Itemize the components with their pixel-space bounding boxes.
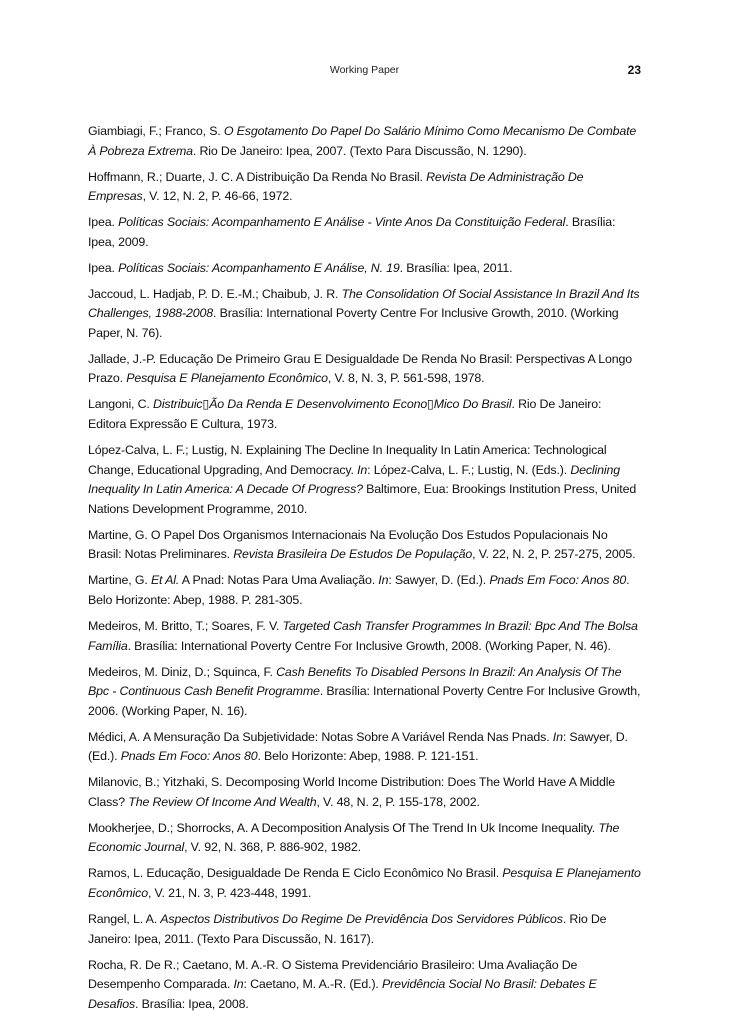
reference-italic-text: Políticas Sociais: Acompanhamento E Análise - Vinte Anos Da Constituição Federal <box>118 215 566 230</box>
reference-text: Langoni, C. <box>88 397 154 412</box>
reference-entry <box>88 773 641 812</box>
reference-entry <box>88 395 641 434</box>
reference-entry <box>88 350 641 389</box>
reference-italic-text: In <box>357 462 368 477</box>
reference-text: . Belo Horizonte: Abep, 1988. P. 281-305. <box>88 573 630 607</box>
reference-text: . Brasília: International Poverty Centre For Inclusive Growth, 2010. (Working Paper, N. 76). <box>88 306 619 340</box>
reference-italic-text: Políticas Sociais: Acompanhamento E Análise, N. 19 <box>118 260 400 275</box>
reference-text: Jallade, J.-P. Educação De Primeiro Grau E Desigualdade De Renda No Brasil: Perspectivas A Longo Prazo. <box>88 351 632 386</box>
reference-text: , V. 12, N. 2, P. 46-66, 1972. <box>142 189 293 204</box>
reference-text: Rocha, R. De R.; Caetano, M. A.-R. O Sistema Previdenciário Brasileiro: Uma Avaliação De Desempenho Comparada. <box>88 957 578 992</box>
reference-list <box>88 122 641 1021</box>
reference-italic-text: In <box>552 729 563 744</box>
running-header-title: Working Paper <box>329 64 400 76</box>
reference-text: . Brasília: International Poverty Centre For Inclusive Growth, 2006. (Working Paper, N. 16). <box>88 684 641 718</box>
reference-italic-text: Cash Benefits To Disabled Persons In Brazil: An Analysis Of The Bpc - Continuous Cash Benefit Programme <box>88 664 622 699</box>
reference-text: . Brasília: Ipea, 2011. <box>399 260 513 275</box>
reference-italic-text: Pesquisa E Planejamento Econômico <box>88 866 641 901</box>
reference-entry <box>88 864 641 903</box>
reference-text: López-Calva, L. F.; Lustig, N. Explaining The Decline In Inequality In Latin America: Technological Change, Educational Upgrading, And Democracy. <box>88 443 607 477</box>
reference-text: Mookherjee, D.; Shorrocks, A. A Decomposition Analysis Of The Trend In Uk Income Inequality. <box>88 820 599 835</box>
reference-text: . Brasília: Ipea, 2008. <box>135 996 249 1011</box>
reference-entry <box>88 122 641 161</box>
reference-text: , V. 8, N. 3, P. 561-598, 1978. <box>327 371 485 386</box>
reference-text: Giambiagi, F.; Franco, S. <box>88 124 224 138</box>
reference-entry <box>88 441 641 519</box>
page-header <box>88 63 641 79</box>
reference-italic-text: The Economic Journal <box>88 820 620 855</box>
reference-italic-text: In <box>233 977 244 992</box>
reference-text: Medeiros, M. Diniz, D.; Squinca, F. <box>88 664 277 679</box>
reference-italic-text: In <box>378 573 389 588</box>
reference-text: . Rio De Janeiro: Ipea, 2011. (Texto Para Discussão, N. 1617). <box>88 912 607 946</box>
reference-entry <box>88 663 641 722</box>
reference-text: . Brasília: Ipea, 2009. <box>88 215 616 249</box>
reference-text: Jaccoud, L. Hadjab, P. D. E.-M.; Chaibub, J. R. <box>88 286 342 301</box>
reference-italic-text: Declining Inequality In Latin America: A Decade Of Progress? <box>88 462 620 497</box>
reference-entry <box>88 259 641 279</box>
reference-entry <box>88 168 641 207</box>
reference-text: , V. 92, N. 368, P. 886-902, 1982. <box>184 840 361 855</box>
reference-italic-text: Pnads Em Foco: Anos 80 <box>489 573 627 588</box>
reference-text: Medeiros, M. Britto, T.; Soares, F. V. <box>88 618 283 633</box>
reference-italic-text: O Esgotamento Do Papel Do Salário Mínimo Como Mecanismo De Combate À Pobreza Extrema <box>88 124 637 158</box>
reference-text: Médici, A. A Mensuração Da Subjetividade: Notas Sobre A Variável Renda Nas Pnads. <box>88 729 553 744</box>
reference-italic-text: Previdência Social No Brasil: Debates E Desafios <box>88 977 597 1011</box>
reference-italic-text: The Consolidation Of Social Assistance In Brazil And Its Challenges, 1988-2008 <box>88 286 640 321</box>
reference-text: . Belo Horizonte: Abep, 1988. P. 121-151. <box>257 749 479 764</box>
reference-italic-text: Pesquisa E Planejamento Econômico <box>126 371 328 386</box>
reference-italic-text: Targeted Cash Transfer Programmes In Brazil: Bpc And The Bolsa Família <box>88 618 638 653</box>
reference-entry <box>88 956 641 1015</box>
reference-italic-text: Revista De Administração De Empresas <box>88 169 584 204</box>
reference-italic-text: The Review Of Income And Wealth <box>128 794 317 809</box>
reference-text: : Sawyer, D. (Ed.). <box>388 573 490 588</box>
reference-text: , V. 48, N. 2, P. 155-178, 2002. <box>316 794 480 809</box>
reference-text: : López-Calva, L. F.; Lustig, N. (Eds.). <box>367 462 571 477</box>
reference-text: Hoffmann, R.; Duarte, J. C. A Distribuição Da Renda No Brasil. <box>88 169 427 184</box>
reference-entry <box>88 910 641 949</box>
reference-text: : Sawyer, D. (Ed.). <box>88 729 628 764</box>
reference-italic-text: Revista Brasileira De Estudos De População <box>233 547 473 562</box>
reference-text: Martine, G. <box>88 573 151 588</box>
reference-text: A Pnad: Notas Para Uma Avaliação. <box>179 573 379 588</box>
reference-entry <box>88 285 641 344</box>
reference-text: Baltimore, Eua: Brookings Institution Press, United Nations Development Programme, 2010. <box>88 482 637 516</box>
reference-entry <box>88 617 641 656</box>
reference-text: Ipea. <box>88 260 119 275</box>
reference-text: Rangel, L. A. <box>88 912 161 927</box>
reference-italic-text: Et Al. <box>150 573 180 588</box>
reference-text: Martine, G. O Papel Dos Organismos Internacionais Na Evolução Dos Estudos Populacionais No Brasil: Notas Preliminares. <box>88 527 608 562</box>
reference-italic-text: Pnads Em Foco: Anos 80 <box>120 749 258 764</box>
reference-italic-text: Aspectos Distributivos Do Regime De Previdência Dos Servidores Públicos <box>160 912 563 927</box>
reference-text: Ipea. <box>88 215 119 230</box>
reference-text: . Brasília: International Poverty Centre For Inclusive Growth, 2008. (Working Paper, N. 46). <box>127 638 611 653</box>
reference-text: Ramos, L. Educação, Desigualdade De Renda E Ciclo Econômico No Brasil. <box>88 866 503 881</box>
reference-text: , V. 21, N. 3, P. 423-448, 1991. <box>147 886 312 901</box>
reference-entry <box>88 526 641 565</box>
reference-text: . Rio De Janeiro: Editora Expressão E Cultura, 1973. <box>88 397 602 432</box>
reference-entry <box>88 819 641 858</box>
page-number: 23 <box>627 63 641 77</box>
reference-text: Milanovic, B.; Yitzhaki, S. Decomposing World Income Distribution: Does The World Have A Middle Class? <box>88 775 616 809</box>
reference-italic-text: Distribuic▯Ão Da Renda E Desenvolvimento Econo▯Mico Do Brasil <box>153 397 512 412</box>
reference-text: : Caetano, M. A.-R. (Ed.). <box>243 977 383 992</box>
reference-entry <box>88 728 641 767</box>
reference-entry <box>88 213 641 252</box>
reference-text: . Rio De Janeiro: Ipea, 2007. (Texto Para Discussão, N. 1290). <box>192 143 527 158</box>
reference-entry <box>88 571 641 610</box>
reference-text: , V. 22, N. 2, P. 257-275, 2005. <box>472 547 636 562</box>
